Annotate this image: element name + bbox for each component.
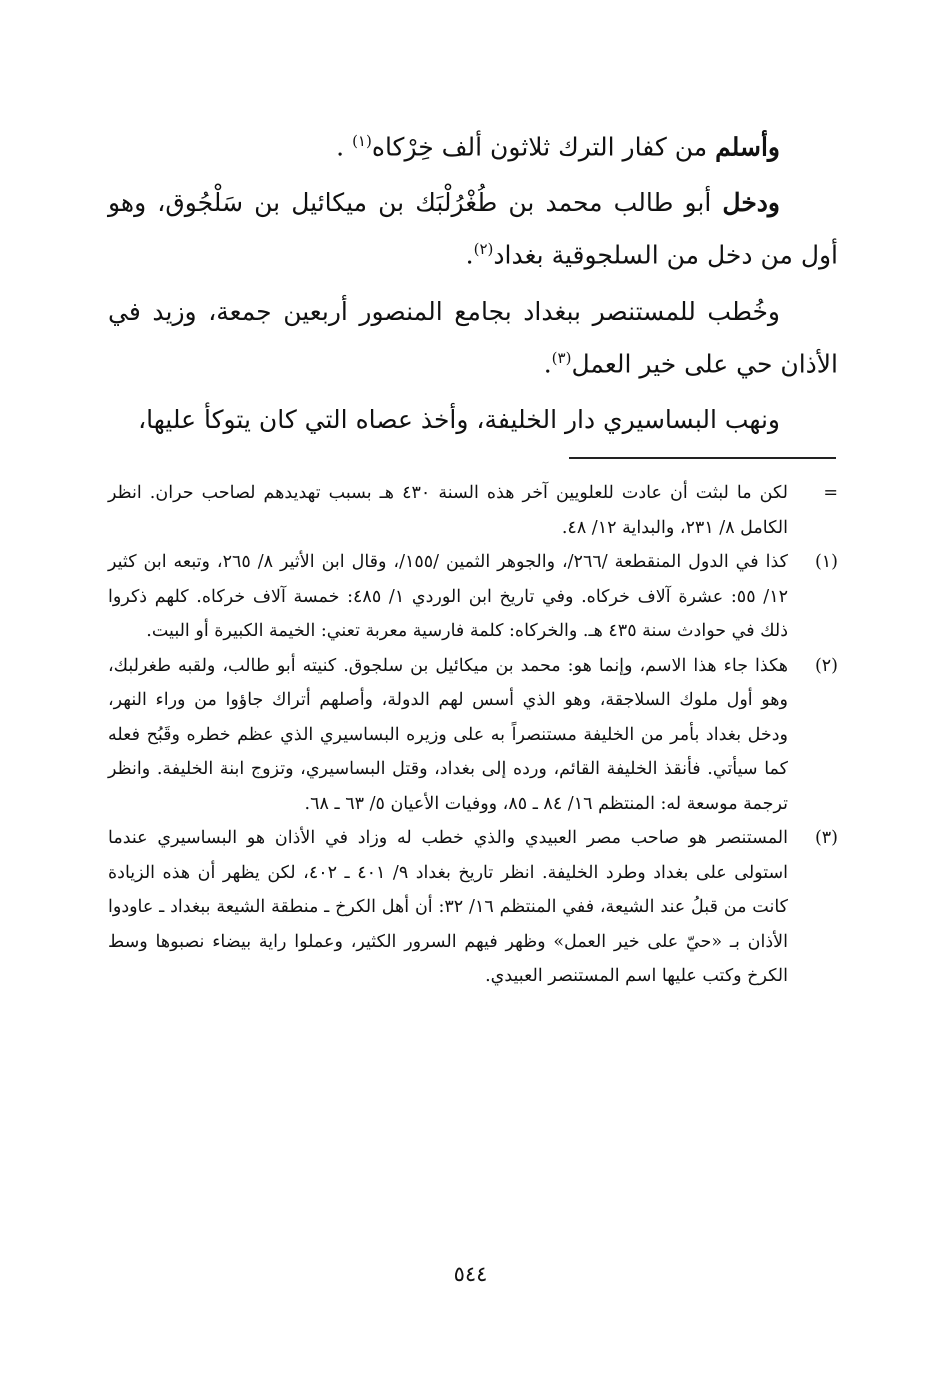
paragraph-text: وخُطب للمستنصر ببغداد بجامع المنصور أربعين جمعة، وزيد في الأذان حي على خير العمل <box>108 296 838 378</box>
footnote-text: كذا في الدول المنقطعة /٢٦٦/، والجوهر الثمين /١٥٥/، وقال ابن الأثير ٨/ ٢٦٥، وتبعه ابن كثير ١٢/ ٥٥: عشرة آلاف خركاه. وفي تاريخ ابن الوردي ١/ ٤٨٥: خمسة آلاف خركاه. كلهم ذكروا ذلك في حوادث سنة ٤٣٥ هـ. والخركاه: كلمة فارسية معربة تعني: الخيمة الكبيرة أو البيت. <box>108 552 789 641</box>
footnote-ref-2[interactable]: (٢) <box>473 240 494 259</box>
footnotes <box>108 476 838 994</box>
footnote-1 <box>108 545 838 649</box>
paragraph-lead-word: ودخل <box>722 188 780 218</box>
paragraph-end: . <box>336 132 353 162</box>
footnote-ref-3[interactable]: (٣) <box>551 348 572 367</box>
paragraph-lead-word: وأسلم <box>715 132 780 162</box>
footnote-marker: = <box>823 483 838 503</box>
paragraph-text: من كفار الترك ثلاثون ألف خِرْكاه <box>371 132 716 162</box>
main-paragraph-3 <box>108 289 838 387</box>
footnote-marker: (٣) <box>814 828 838 848</box>
paragraph-end: . <box>543 348 552 378</box>
main-paragraph-2 <box>108 180 838 278</box>
footnote-ref-1[interactable]: (١) <box>352 132 372 150</box>
footnote-separator <box>569 457 836 459</box>
footnote-3 <box>108 821 838 994</box>
footnote-marker: (١) <box>814 552 838 572</box>
footnote-text: هكذا جاء هذا الاسم، وإنما هو: محمد بن ميكائيل بن سلجوق. كنيته أبو طالب، ولقبه طغرلبك، وهو أول ملوك السلاجقة، وهو الذي أسس لهم الدولة، وأصلهم أتراك جاؤوا من وراء النهر، ودخل بغداد بأمر من الخليفة مستنصراً به على وزيره البساسيري الذي عظم خطره وقَبُح فعله كما سيأتي. فأنقذ الخليفة القائم، ورده إلى بغداد، وقتل البساسيري، وتزوج ابنة الخليفة. وانظر ترجمة موسعة له: المنتظم ١٦/ ٨٤ ـ ٨٥، ووفيات الأعيان ٥/ ٦٣ ـ ٦٨. <box>108 655 788 814</box>
footnote-marker: (٢) <box>814 655 838 676</box>
footnote-continued <box>108 476 838 545</box>
footnote-text: لكن ما لبثت أن عادت للعلويين آخر هذه السنة ٤٣٠ هـ بسبب تهديدهم لصاحب حران. انظر الكامل ٨/ ٢٣١، والبداية ١٢/ ٤٨. <box>108 483 788 538</box>
main-paragraph-4 <box>108 397 838 443</box>
paragraph-text: أبو طالب محمد بن طُغْرُلْبَك بن ميكائيل بن سَلْجُوق، وهو أول من دخل من السلجوقية بغداد <box>108 188 838 270</box>
footnote-2 <box>108 649 838 822</box>
footnote-text: المستنصر هو صاحب مصر العبيدي والذي خطب له وزاد في الأذان هو البساسيري عندما استولى على بغداد وطرد الخليفة. انظر تاريخ بغداد ٩/ ٤٠١ ـ ٤٠٢، لكن يظهر أن هذه الزيادة كانت من قبلُ عند الشيعة، ففي المنتظم ١٦/ ٣٢: أن أهل الكرخ ـ منطقة الشيعة ببغداد ـ عاودوا الأذان بـ «حيّ على خير العمل» وظهر فيهم السرور الكثير، وعملوا راية بيضاء نصبوها وسط الكرخ وكتب عليها اسم المستنصر العبيدي. <box>108 828 788 986</box>
main-text <box>108 118 838 453</box>
paragraph-text: ونهب البساسيري دار الخليفة، وأخذ عصاه التي كان يتوكأ عليها، <box>138 404 780 434</box>
main-paragraph-1 <box>108 118 838 170</box>
page-number: ٥٤٤ <box>453 1262 488 1286</box>
paragraph-end: . <box>465 240 474 270</box>
